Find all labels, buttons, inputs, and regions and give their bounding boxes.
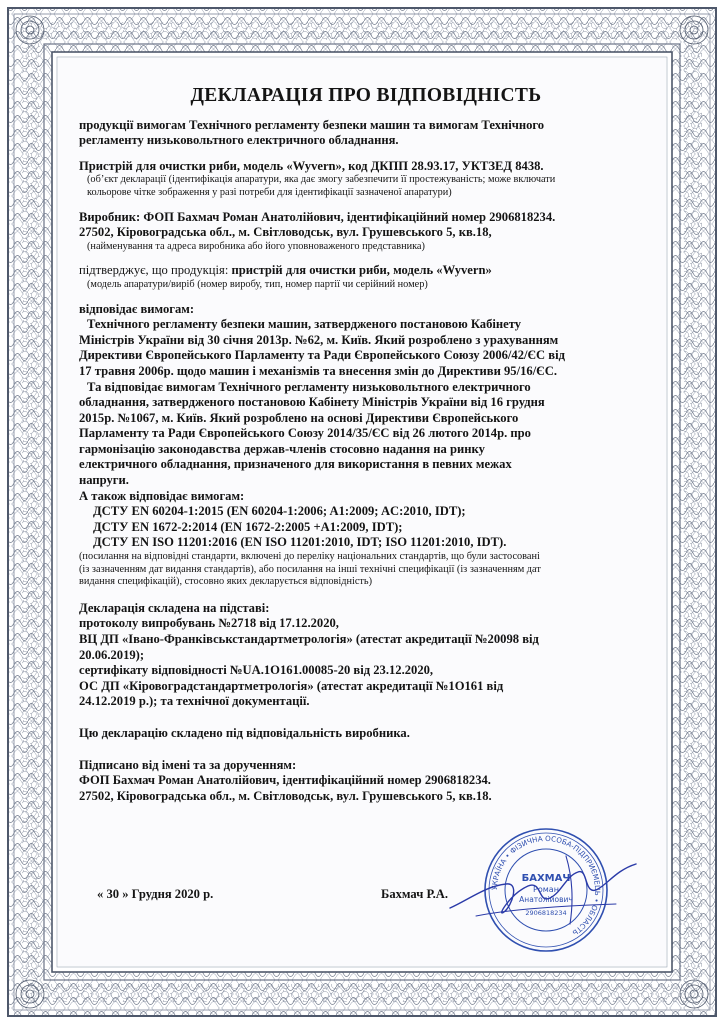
- signer-name: Бахмач Р.А.: [381, 887, 448, 901]
- device-note: (об’єкт декларації (ідентифікація апаратури, яка дає змогу забезпечити її простежуваність; може включати кольорове чітке зображення у разі потреби для ідентифікації зазначеної апаратури): [87, 174, 556, 198]
- confirms-note: (модель апаратури/виріб (номер виробу, тип, номер партії чи серійний номер): [87, 278, 428, 290]
- standard-item: ДСТУ EN ISO 11201:2016 (EN ISO 11201:2010, IDT; ISO 11201:2010, IDT).: [93, 535, 507, 550]
- manufacturer-note: (найменування та адреса виробника або його уповноваженого представника): [87, 240, 425, 252]
- complies-section: відповідає вимогам: Технічного регламенту безпеки машин, затвердженого постановою Кабінету Міністрів України від 30 січня 2013р. №62, м. Київ. Який розроблено з урахуванням Директиви Європейського Парламенту та Ради Європейського Союзу 2006/42/ЄС від 17 травня 2006р. щодо машин і механізмів та внесення змін до Директиви 95/16/ЄС. Та відповідає вимогам Технічного регламенту низьковольтного електричного обладнання, затвердженого постановою Кабінету Міністрів України від 16 грудня 2015р. №1067, м. Київ. Який розроблено на основі Директиви Європейського Парламенту та Ради Європейського Союзу 2014/35/ЄС від 26 лютого 2014р. про гармонізацію законодавства держав-членів стосовно надання на ринку електричного обладнання, призначеного для використання в певних межах напруги. А також відповідає вимогам: ДСТУ EN 60204-1:2015 (EN 60204-1:2006; A1:2009; AC:2010, IDT); ДСТУ EN 1672-2:2014 (EN 1672-2:2005 +A1:2009, IDT); ДСТУ EN ISO 11201:2016 (EN ISO 11201:2010, IDT; ISO 11201:2010, IDT). (посилання на відповідні стандарти, включені до переліку національних стандартів, що були застосовані (із зазначенням дат видання стандартів), або посилання на інші технічні специфікації (із зазначенням дат видання специфікацій), стосовно яких декларується відповідність): [79, 302, 653, 589]
- machinery-regulation: Технічного регламенту безпеки машин, затвердженого постановою Кабінету: [87, 317, 522, 332]
- standard-item: ДСТУ EN 60204-1:2015 (EN 60204-1:2006; A1:2009; AC:2010, IDT);: [93, 504, 466, 519]
- stamp-name: Роман: [533, 885, 559, 894]
- stamp-surname: БАХМАЧ: [521, 873, 571, 884]
- responsibility-statement: Цю декларацію складено під відповідальність виробника.: [79, 725, 410, 740]
- lowvoltage-regulation: Та відповідає вимогам Технічного регламенту низьковольтного електричного: [87, 379, 531, 394]
- intro: продукції вимогам Технічного регламенту безпеки машин та вимогам Технічного регламенту низьковольтного електричного обладнання.: [79, 117, 545, 148]
- declaration-body: [79, 84, 653, 804]
- device-section: [79, 159, 653, 200]
- stamp-ring-text: УКРАЇНА • ФІЗИЧНА ОСОБА-ПІДПРИЄМЕЦЬ • ОБЛАСТЬ: [489, 833, 603, 938]
- device-line: Пристрій для очистки риби, модель «Wyvern», код ДКПП 28.93.17, УКТЗЕД 8438.: [79, 158, 544, 173]
- manufacturer-section: Виробник: ФОП Бахмач Роман Анатолійович, ідентифікаційний номер 2906818234. 27502, Кіровоградська обл., м. Світловодськ, вул. Грушевського 5, кв.18, (найменування та адреса виробника або його уповноваженого представника): [79, 210, 653, 254]
- stamp-patronymic: Анатолійович: [519, 895, 573, 904]
- page-title: ДЕКЛАРАЦІЯ ПРО ВІДПОВІДНІСТЬ: [190, 85, 542, 106]
- handwritten-signature: [446, 846, 642, 938]
- declaration-date: « 30 » Грудня 2020 р.: [97, 887, 214, 901]
- also-heading: А також відповідає вимогам:: [79, 488, 245, 503]
- basis-section: Декларація складена на підставі: протоколу випробувань №2718 від 17.12.2020, ВЦ ДП «Івано-Франківськстандартметрологія» (атестат акредитації №20098 від 20.06.2019); сертифікату відповідності №UA.1O161.00085-20 від 23.12.2020, ОС ДП «Кіровоградстандартметрологія» (атестат акредитації №1О161 від 24.12.2019 р.); та технічної документації.: [79, 600, 539, 709]
- stamp-code: 2906818234: [525, 909, 567, 917]
- confirms-section: підтверджує, що продукція: пристрій для очистки риби, модель «Wyvern» (модель апаратури/виріб (номер виробу, тип, номер партії чи серійний номер): [79, 263, 653, 291]
- product-name: пристрій для очистки риби, модель «Wyvern»: [231, 263, 492, 278]
- standard-item: ДСТУ EN 1672-2:2014 (EN 1672-2:2005 +A1:2009, IDT);: [93, 519, 403, 534]
- signed-section: Підписано від імені та за дорученням: ФОП Бахмач Роман Анатолійович, ідентифікаційний номер 2906818234. 27502, Кіровоградська обл., м. Світловодськ, вул. Грушевського 5, кв.18.: [79, 757, 492, 803]
- complies-heading: відповідає вимогам:: [79, 301, 195, 316]
- standards-note: (посилання на відповідні стандарти, включені до переліку національних стандартів, що були застосовані (із зазначенням дат видання стандартів), або посилання на інші технічні специфікації (із зазначенням дат видання специфікацій), стосовно яких декларується відповідність): [79, 551, 541, 588]
